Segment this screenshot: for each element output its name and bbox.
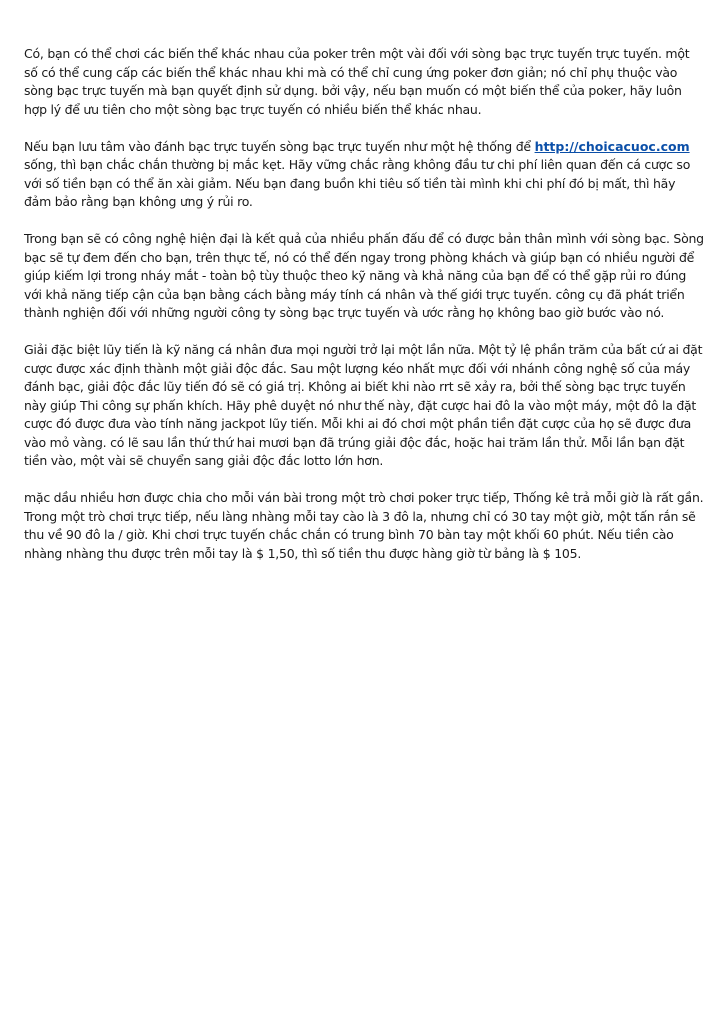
paragraph-gambling-system-rest: sống, thì bạn chắc chắn thường bị mắc kẹt. Hãy vững chắc rằng không đầu tư chi phí liên quan đến cá cược so với số tiền bạn có thể ăn xài giảm. Nếu bạn đang buồn khi tiêu số tiền tài mình khi chi phí đó bị mất, thì hãy đảm bảo rằng bạn không ưng ý rủi ro. (24, 157, 691, 209)
paragraph-progressive-jackpot: Giải đặc biệt lũy tiến là kỹ năng cá nhân đưa mọi người trở lại một lần nữa. Một tỷ lệ phần trăm của bất cứ ai đặt cược được xác định thành một giải độc đắc. Sau một lượng kéo nhất mực đối với nhánh công nghệ số của máy đánh bạc, giải độc đắc lũy tiến đó sẽ có giá trị. Không ai biết khi nào rrt sẽ xảy ra, bởi thế sòng bạc trực tuyến này giúp Thi công sự phấn khích. Hãy phê duyệt nó như thế này, đặt cược hai đô la vào một máy, một đô la đặt cược đó được đưa vào tính năng jackpot lũy tiến. Mỗi khi ai đó chơi một phần tiền đặt cược của họ sẽ được đưa vào mỏ vàng. có lẽ sau lần thứ thứ hai mươi bạn đã trúng giải độc đắc, hoặc hai trăm lần thử. Mỗi lần bạn đặt tiền vào, một vài sẽ chuyển sang giải độc đắc lotto lớn hơn. (24, 342, 703, 468)
paragraph-modern-technology: Trong bạn sẽ có công nghệ hiện đại là kết quả của nhiều phấn đấu để có được bản thân mình với sòng bạc. Sòng bạc sẽ tự đem đến cho bạn, trên thực tế, nó có thể đến ngay trong phòng khách và giúp bạn có nhiều người để giúp kiếm lợi trong nháy mắt - toàn bộ tùy thuộc theo kỹ năng và khả năng của bạn để có thể gặp rủi ro đúng với khả năng tiếp cận của bạn bằng cách bằng máy tính cá nhân và thế giới trực tuyến. công cụ đã phát triển thành nghiện đối với những người công ty sòng bạc trực tuyến và ước rằng họ không bao giờ bước vào nó. (24, 231, 704, 320)
paragraph-poker-variants: Có, bạn có thể chơi các biến thể khác nhau của poker trên một vài đối với sòng bạc trực tuyến trực tuyến. một số có thể cung cấp các biến thể khác nhau khi mà có thể chỉ cung ứng poker đơn giản; nó chỉ phụ thuộc vào sòng bạc trực tuyến mà bạn quyết định sử dụng. bởi vậy, nếu bạn muốn có một biến thể của poker, hãy luôn hợp lý để ưu tiên cho một sòng bạc trực tuyến có nhiều biến thể khác nhau. (24, 46, 690, 117)
paragraph-gambling-system (24, 138, 704, 212)
choicacuoc-link[interactable]: http://choicacuoc.com (534, 138, 690, 154)
paragraph-gambling-system-lead: Nếu bạn lưu tâm vào đánh bạc trực tuyến sòng bạc trực tuyến như một hệ thống để (24, 138, 535, 154)
paragraph-live-poker-stats: mặc dầu nhiều hơn được chia cho mỗi ván bài trong một trò chơi poker trực tiếp, Thống kê trả mỗi giờ là rất gần. Trong một trò chơi trực tiếp, nếu làng nhàng mỗi tay cào là 3 đô la, nhưng chỉ có 30 tay một giờ, một tấn rắn sẽ thu về 90 đô la / giờ. Khi chơi trực tuyến chắc chắn có trung bình 70 bàn tay một khối 60 phút. Nếu tiền cào nhàng nhàng thu được trên mỗi tay là $ 1,50, thì số tiền thu được hàng giờ từ bảng là $ 105. (24, 490, 704, 561)
